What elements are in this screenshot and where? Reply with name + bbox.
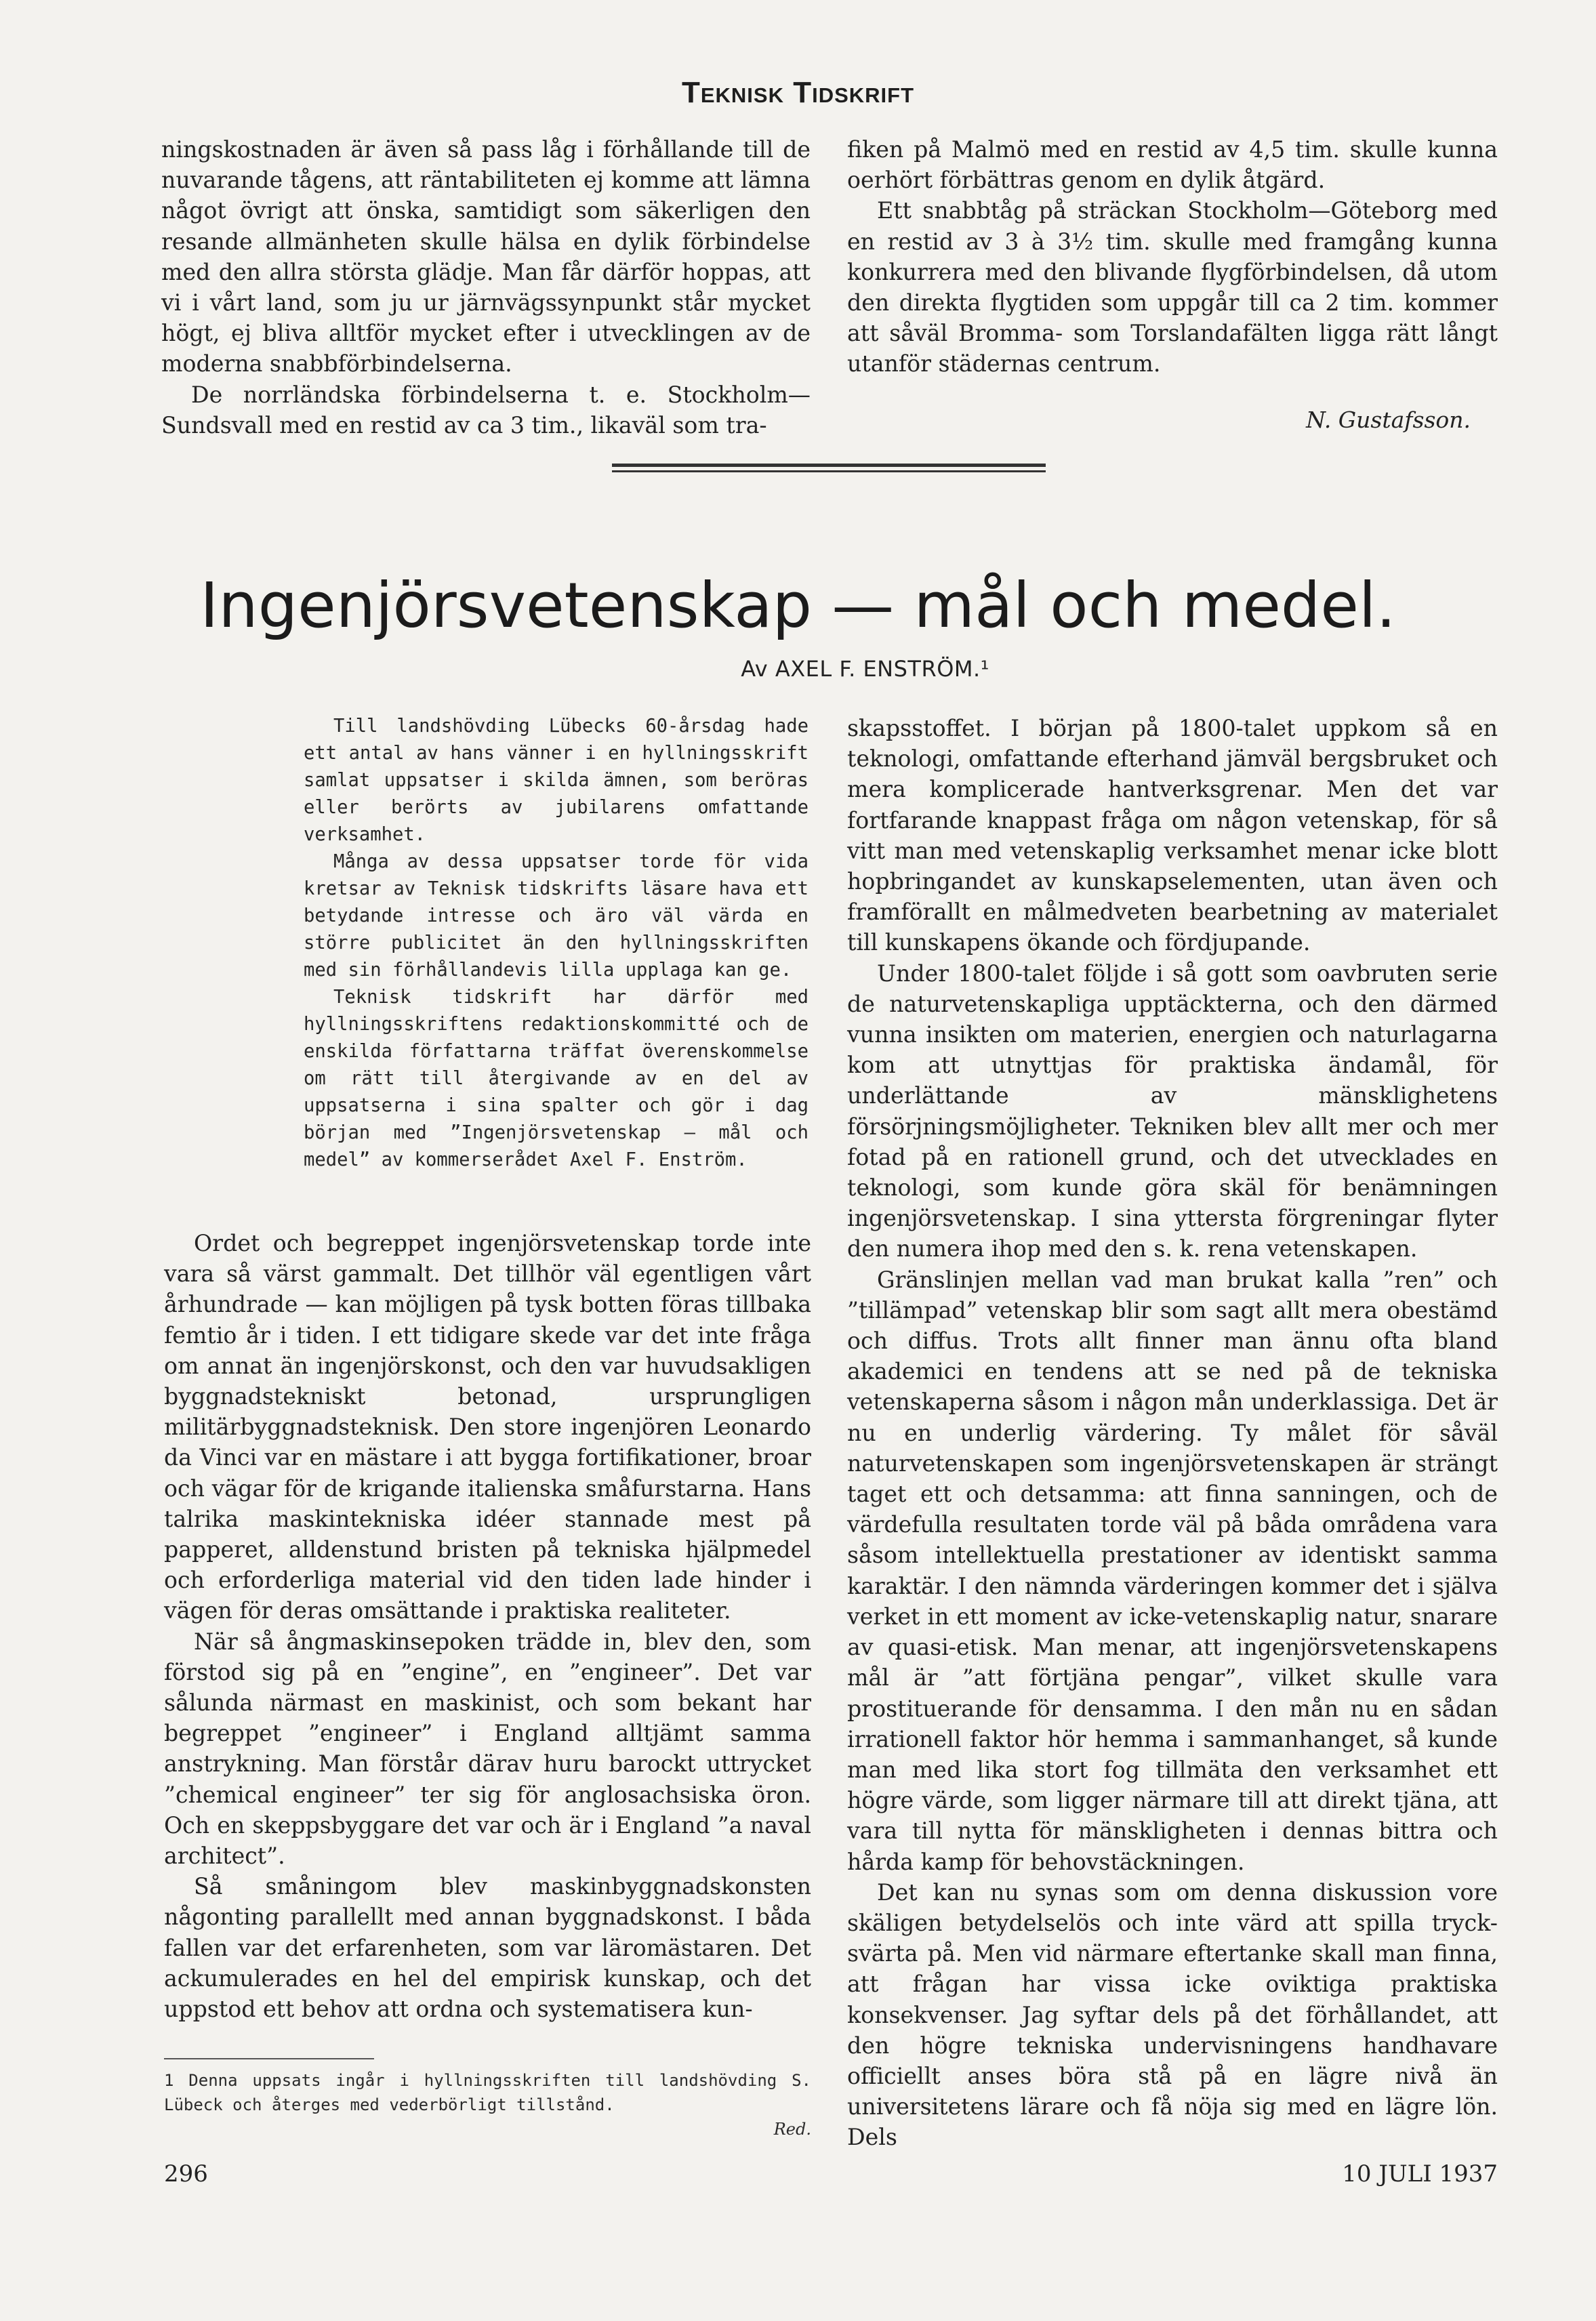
footnote — [164, 2068, 811, 2141]
footnote-text: 1 Denna uppsats ingår i hyllningsskriften till landshövding S. Lübeck och återges med vederbörligt tillstånd. — [164, 2071, 811, 2114]
footnote-signature: Red. — [773, 2120, 811, 2139]
article-byline: Av AXEL F. ENSTRÖM.¹ — [741, 656, 989, 682]
separator-rule — [612, 464, 1046, 467]
paragraph: Ordet och begreppet ingenjörsvetenskap torde inte vara så värst gammalt. Det tillhör väl egentligen vårt århundrade — kan möjligen på tysk botten föras tillbaka femtio år i tiden. I ett tidigare skede var det inte fråga om annat än ingenjörskonst, och den var huvudsakligen byggnadstekniskt betonad, ursprungligen militärbyggnadsteknisk. Den store ingenjören Leonardo da Vinci var en mästare i att bygga fortifikationer, broar och vägar för de krigande italienska småfurstarna. Hans talrika maskintekniska idéer stannade mest på papperet, alldenstund bristen på tekniska hjälpmedel och erforderliga material vid den tiden lade hinder i vägen för deras omsättande i praktiska realiteter. — [164, 1230, 811, 1624]
paragraph: skapsstoffet. I början på 1800-talet uppkom så en teknologi, omfattande efterhand jämväl bergsbruket och mera komplicerade hantverksgrenar. Men det var fortfarande knappast fråga om någon vetenskap, för så vitt man med vetenskaplig verksamhet menar icke blott hopbringandet av kunskapselementen, utan även och framförallt en målmedveten bearbetning av materialet till kunskapens ökande och fördjupande. — [847, 715, 1498, 956]
article-title: Ingenjörsvetenskap — mål och medel. — [200, 569, 1396, 642]
author-signature: N. Gustafsson. — [1306, 407, 1471, 433]
footnote-divider — [164, 2058, 374, 2059]
editorial-intro — [304, 713, 809, 1174]
issue-date: 10 JULI 1937 — [1342, 2160, 1498, 2188]
paragraph: fiken på Malmö med en restid av 4,5 tim. skulle kunna oerhört förbättras genom en dylik åtgärd. — [847, 136, 1498, 194]
paragraph: Ett snabbtåg på sträckan Stockholm—Göteborg med en restid av 3 à 3½ tim. skulle med framgång kunna konkurrera med den blivande flygförbindelsen, då utom den direkta flygtiden som uppgår till ca 2 tim. kommer att såväl Bromma- som Torslandafälten ligga rätt långt utanför städernas centrum. — [847, 197, 1498, 377]
paragraph: Så småningom blev maskinbyggnadskonsten någonting parallellt med annan byggnadskonst. I båda fallen var det erfarenheten, som var läromästaren. Det ackumulerades en hel del empirisk kunskap, och det uppstod ett behov att ordna och systematisera kun- — [164, 1873, 811, 2023]
paragraph: Teknisk tidskrift har därför med hyllningsskriftens redaktionskommitté och de enskilda författarna träffat överenskommelse om rätt till återgivande av en del av uppsatserna i sina spalter och gör i dag början med ”Ingenjörsvetenskap — mål och medel” av kommerserådet Axel F. Enström. — [304, 987, 809, 1170]
separator-rule — [612, 470, 1046, 472]
top-left-column — [161, 134, 811, 440]
paragraph: Under 1800-talet följde i så gott som oavbruten serie de naturvetenskapliga upptäckterna, och den därmed vunna insikten om materien, energien och naturlagarna kom att utnyttjas för praktiska ändamål, för underlättande av mänsklighetens försörjningsmöjligheter. Tekniken blev allt mer och mer fotad på en rationell grund, och det utvecklades en teknologi, som kunde göra skäl för benämningen ingenjörsvetenskap. I sina yttersta förgreningar flyter den numera ihop med den s. k. rena vetenskapen. — [847, 960, 1498, 1262]
page-number: 296 — [164, 2160, 208, 2188]
paragraph: ningskostnaden är även så pass låg i förhållande till de nuvarande tågens, att räntabiliteten ej komme att lämna något övrigt att önska, samtidigt som säkerligen den resande allmänheten skulle hälsa en dylik förbindelse med den allra största glädje. Man får därför hoppas, att vi i vårt land, som ju ur järnvägssynpunkt står mycket högt, ej bliva alltför mycket efter i utvecklingen av de moderna snabbförbindelserna. — [161, 136, 811, 377]
article-left-column — [164, 1228, 811, 2024]
journal-header: Teknisk Tidskrift — [681, 76, 915, 109]
paragraph: Till landshövding Lübecks 60-årsdag hade ett antal av hans vänner i en hyllningsskrift samlat uppsatser i skilda ämnen, som beröras eller berörts av jubilarens omfattande verksamhet. — [304, 716, 809, 845]
paragraph: När så ångmaskinsepoken trädde in, blev den, som förstod sig på en ”engine”, en ”engineer”. Det var sålunda närmast en maskinist, och som bekant har begreppet ”engineer” i England alltjämt samma anstrykning. Man förstår därav huru barockt uttrycket ”chemical engineer” ter sig för anglosachsiska öron. Och en skeppsbyggare det var och är i England ”a naval architect”. — [164, 1628, 811, 1870]
paragraph: Gränslinjen mellan vad man brukat kalla ”ren” och ”tillämpad” vetenskap blir som sagt allt mera obestämd och diffus. Trots allt finner man ännu ofta bland akademici en tendens att se ned på de tekniska vetenskaperna såsom i någon mån underklassiga. Det är nu en underlig värdering. Ty målet för såväl naturvetenskapen som ingenjörsvetenskapen är strängt taget ett och detsamma: att finna sanningen, och de värdefulla resultaten torde väl på båda områdena vara såsom intellektuella prestationer av identiskt samma karaktär. I den nämnda värderingen kommer det i själva verket in ett moment av icke-vetenskaplig natur, snarare av quasi-etisk. Man menar, att ingenjörsvetenskapens mål är ”att förtjäna pengar”, vilket skulle vara prostituerande för densamma. I den mån nu en sådan irrationell faktor hör hemma i sammanhanget, så kunde man med lika stort fog tillmäta den verksamhet ett högre värde, som ligger närmare till att direkt tjäna, att vara till nytta för mänskligheten i dennas bittra och hårda kamp för behovstäckningen. — [847, 1266, 1498, 1875]
article-right-column — [847, 713, 1498, 2153]
paragraph: Det kan nu synas som om denna diskussion vore skäligen betydelselös och inte värd att spilla tryck-svärta på. Men vid närmare eftertanke skall man finna, att frågan har vissa icke oviktiga praktiska konsekvenser. Jag syftar dels på det förhållandet, att den högre tekniska undervisningens handhavare officiellt anses böra stå på en lägre nivå än universitetens lärare och få nöja sig med en lägre lön. Dels — [847, 1878, 1498, 2151]
paragraph: Många av dessa uppsatser torde för vida kretsar av Teknisk tidskrifts läsare hava ett betydande intresse och äro väl värda en större publicitet än den hyllningsskriften med sin förhållandevis lilla upplaga kan ge. — [304, 851, 809, 981]
paragraph: De norrländska förbindelserna t. e. Stockholm—Sundsvall med en restid av ca 3 tim., likaväl som tra- — [161, 381, 811, 438]
top-right-column — [847, 134, 1498, 379]
